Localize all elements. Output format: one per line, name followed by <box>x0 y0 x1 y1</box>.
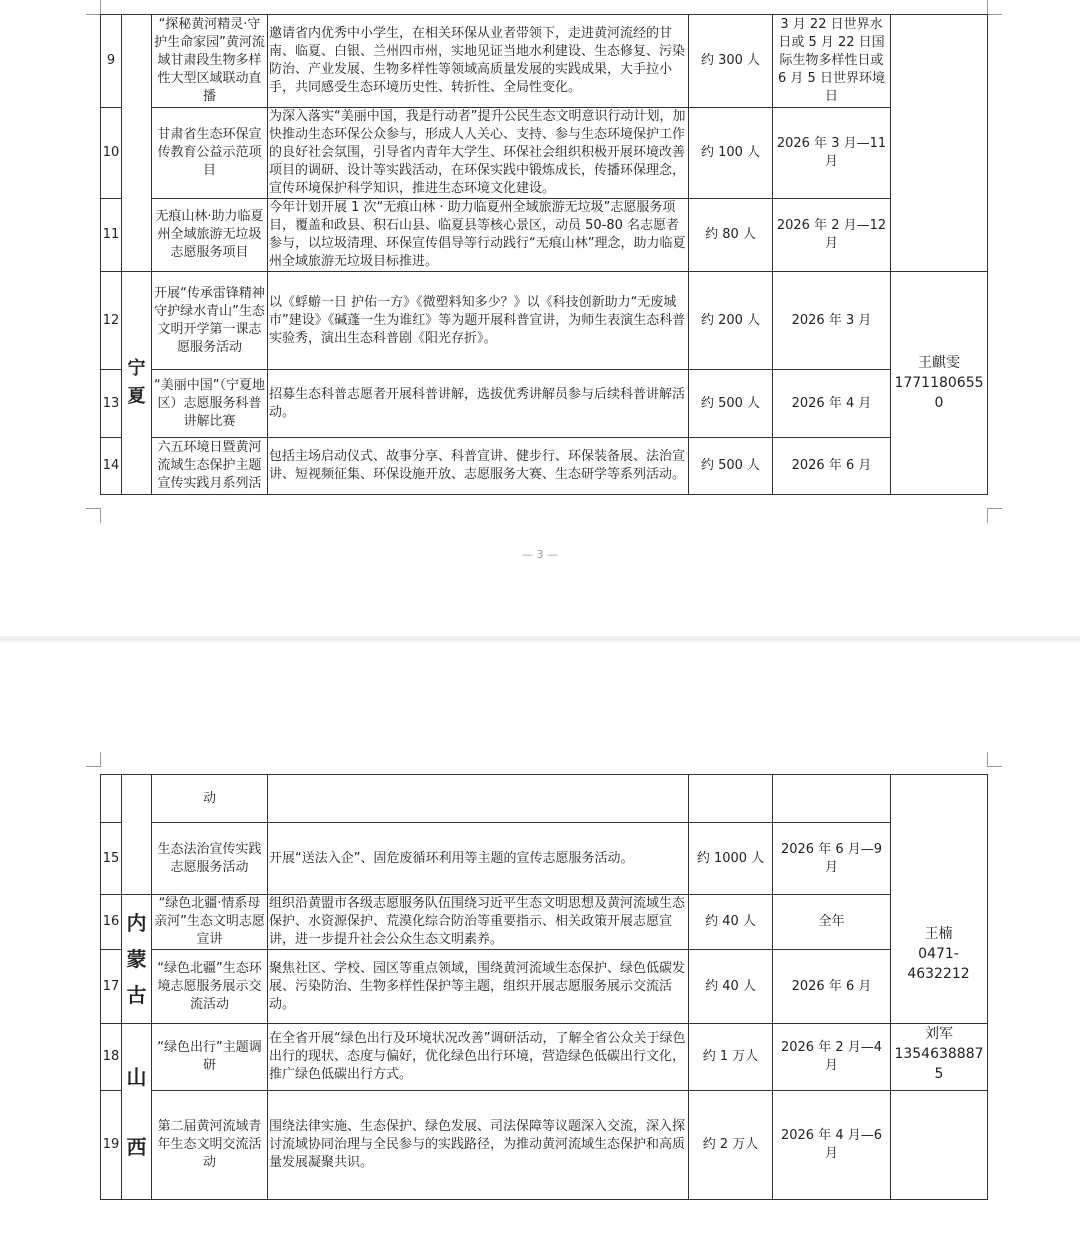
crop-mark <box>987 0 1002 15</box>
activity-description: 开展“送法入企”、固危废循环利用等主题的宣传志愿服务活动。 <box>268 823 689 895</box>
row-number <box>101 775 122 823</box>
table-row <box>101 1024 988 1091</box>
activity-time: 2026 年 4 月—6 月 <box>773 1090 891 1199</box>
activity-description: 围绕法律实施、生态保护、绿色发展、司法保障等议题深入交流，深入探讨流域协同治理与全民参与的实践路径，为推动黄河流域生态保护和高质量发展凝聚共识。 <box>268 1090 689 1199</box>
activity-description: 以《蜉蝣一日 护佑一方》《微塑料知多少？》以《科技创新助力“无废城市”建设》《碱蓬一生为谁红》等为题开展科普宣讲，为师生表演生态科普实验秀，演出生态科普剧《阳光存折》。 <box>268 272 689 370</box>
row-number: 14 <box>101 438 122 495</box>
contact-cell <box>891 775 988 1024</box>
activity-title: 开展“传承雷锋精神 守护绿水青山”生态文明开学第一课志愿服务活动 <box>152 272 268 370</box>
activity-time: 全年 <box>773 895 891 950</box>
activity-description: 聚焦社区、学校、园区等重点领域，围绕黄河流域生态保护、绿色低碳发展、污染防治、生物多样性保护等主题，组织开展志愿服务展示交流活动。 <box>268 950 689 1024</box>
activity-title: “绿色北疆”生态环境志愿服务展示交流活动 <box>152 950 268 1024</box>
table-row <box>101 895 988 950</box>
activity-description: 在全省开展“绿色出行及环境状况改善”调研活动，了解全省公众关于绿色出行的现状、态度与偏好，优化绿色出行环境，营造绿色低碳出行文化，推广绿色低碳出行方式。 <box>268 1024 689 1091</box>
contact-shanxi: 刘军 13546388875 <box>891 1024 987 1091</box>
table-row <box>101 823 988 895</box>
activity-time <box>773 775 891 823</box>
activity-title: 第二届黄河流域青年生态文明交流活动 <box>152 1090 268 1199</box>
participant-count: 约 500 人 <box>689 438 773 495</box>
participant-count: 约 500 人 <box>689 370 773 438</box>
table-row <box>101 950 988 1024</box>
participant-count <box>689 775 773 823</box>
participant-count: 约 40 人 <box>689 895 773 950</box>
participant-count: 约 1000 人 <box>689 823 773 895</box>
activity-time: 3 月 22 日世界水日或 5 月 22 日国际生物多样性日或 6 月 5 日世界环境日 <box>773 15 891 108</box>
table-row <box>101 775 988 823</box>
province-cell <box>122 775 152 895</box>
province-label-neimenggu: 内 蒙 古 <box>122 895 152 1024</box>
province-label-ningxia: 宁 夏 <box>122 272 152 495</box>
activity-description: 组织沿黄盟市各级志愿服务队伍围绕习近平生态文明思想及黄河流域生态保护、水资源保护、荒漠化综合防治等重要指示、相关政策开展志愿宣讲，进一步提升社会公众生态文明素养。 <box>268 895 689 950</box>
crop-mark <box>987 508 1002 523</box>
crop-mark <box>86 0 101 15</box>
activity-table <box>100 774 988 1200</box>
participant-count: 约 300 人 <box>689 15 773 108</box>
activity-description: 为深入落实“美丽中国，我是行动者”提升公民生态文明意识行动计划，加快推动生态环保公众参与，形成人人关心、支持、参与生态环境保护工作的良好社会氛围，引导省内青年大学生、环保社会组织积极开展环境改善项目的调研、设计等实践活动，在环保实践中锻炼成长，传播环保理念，宣传环境保护科学知识，推进生态环境文化建设。 <box>268 108 689 199</box>
activity-title: 甘肃省生态环保宣传教育公益示范项目 <box>152 108 268 199</box>
crop-mark <box>86 508 101 523</box>
activity-description: 招募生态科普志愿者开展科普讲解，选拔优秀讲解员参与后续科普讲解活动。 <box>268 370 689 438</box>
activity-description <box>268 775 689 823</box>
activity-time: 2026 年 6 月 <box>773 950 891 1024</box>
document-page-4 <box>0 642 1080 1253</box>
activity-title: 动 <box>152 775 268 823</box>
page-number: — 3 — <box>522 548 558 561</box>
activity-title: 六五环境日暨黄河流域生态保护主题宣传实践月系列活 <box>152 438 268 495</box>
province-cell-gansu <box>122 15 152 272</box>
contact-cell-shanxi <box>891 1024 988 1200</box>
activity-title: “美丽中国”（宁夏地区）志愿服务科普讲解比赛 <box>152 370 268 438</box>
activity-title: 生态法治宣传实践志愿服务活动 <box>152 823 268 895</box>
activity-title: “探秘黄河精灵·守护生命家园”黄河流域甘肃段生物多样性大型区域联动直播 <box>152 15 268 108</box>
activity-time: 2026 年 2 月—4 月 <box>773 1024 891 1091</box>
row-number: 10 <box>101 108 122 199</box>
table-row <box>101 370 988 438</box>
contact-neimenggu: 王楠 0471-4632212 <box>907 926 970 982</box>
row-number: 18 <box>101 1024 122 1091</box>
crop-mark <box>987 752 1002 767</box>
table-row <box>101 15 988 108</box>
row-number: 9 <box>101 15 122 108</box>
activity-title: “绿色出行”主题调研 <box>152 1024 268 1091</box>
activity-time: 2026 年 2 月—12 月 <box>773 199 891 272</box>
activity-description: 邀请省内优秀中小学生，在相关环保从业者带领下，走进黄河流经的甘南、临夏、白银、兰州四市州，实地见证当地水利建设、生态修复、污染防治、产业发展、生物多样性等领域高质量发展的实践成果，大手拉小手，共同感受生态环境历史性、转折性、全局性变化。 <box>268 15 689 108</box>
row-number: 16 <box>101 895 122 950</box>
participant-count: 约 200 人 <box>689 272 773 370</box>
row-number: 13 <box>101 370 122 438</box>
row-number: 12 <box>101 272 122 370</box>
table-row <box>101 1090 988 1199</box>
activity-title: “绿色北疆·情系母亲河”生态文明志愿宣讲 <box>152 895 268 950</box>
province-label-shanxi: 山 西 <box>122 1024 152 1200</box>
activity-title: 无痕山林·助力临夏州全域旅游无垃圾志愿服务项目 <box>152 199 268 272</box>
participant-count: 约 80 人 <box>689 199 773 272</box>
participant-count: 约 100 人 <box>689 108 773 199</box>
table-row <box>101 199 988 272</box>
table-row <box>101 438 988 495</box>
contact-cell-gansu <box>891 15 988 272</box>
activity-time: 2026 年 6 月—9 月 <box>773 823 891 895</box>
activity-description: 包括主场启动仪式、故事分享、科普宣讲、健步行、环保装备展、法治宣讲、短视频征集、环保设施开放、志愿服务大赛、生态研学等系列活动。 <box>268 438 689 495</box>
activity-description: 今年计划开展 1 次“无痕山林 · 助力临夏州全域旅游无垃圾”志愿服务项目，覆盖和政县、积石山县、临夏县等核心景区，动员 50-80 名志愿者参与，以垃圾清理、环保宣传倡导等行动践行“无痕山林”理念，助力临夏州全域旅游无垃圾目标推进。 <box>268 199 689 272</box>
activity-time: 2026 年 6 月 <box>773 438 891 495</box>
activity-table <box>100 14 988 495</box>
crop-mark <box>86 752 101 767</box>
row-number: 11 <box>101 199 122 272</box>
participant-count: 约 2 万人 <box>689 1090 773 1199</box>
table-row <box>101 272 988 370</box>
participant-count: 约 1 万人 <box>689 1024 773 1091</box>
activity-time: 2026 年 3 月 <box>773 272 891 370</box>
table-row <box>101 108 988 199</box>
row-number: 15 <box>101 823 122 895</box>
contact-ningxia: 王麒雯 17711806550 <box>891 272 988 495</box>
activity-time: 2026 年 4 月 <box>773 370 891 438</box>
row-number: 19 <box>101 1090 122 1199</box>
participant-count: 约 40 人 <box>689 950 773 1024</box>
activity-time: 2026 年 3 月—11 月 <box>773 108 891 199</box>
row-number: 17 <box>101 950 122 1024</box>
